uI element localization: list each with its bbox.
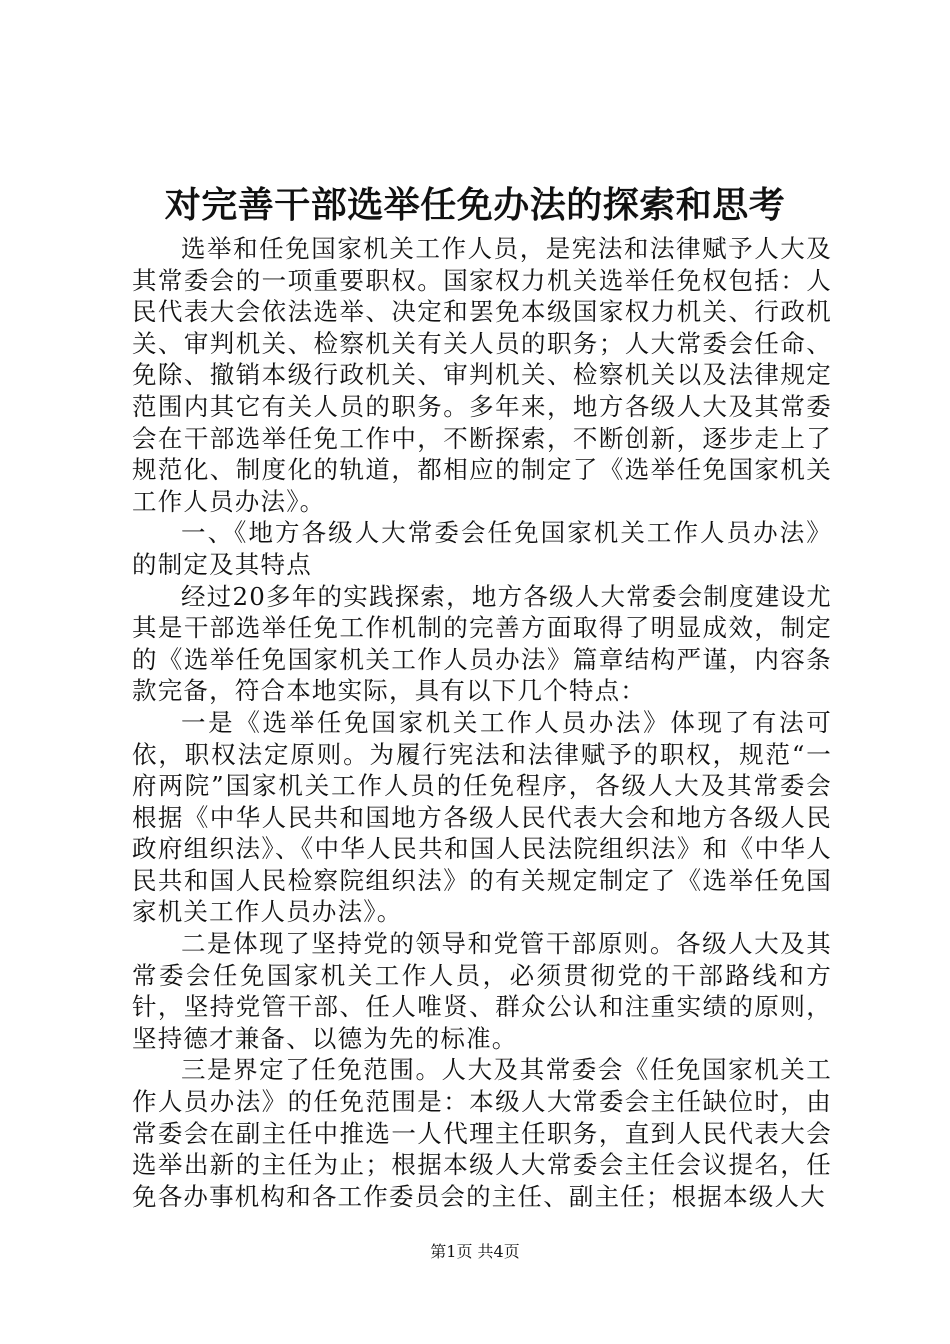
section-heading-1: 一、《地方各级人大常委会任免国家机关工作人员办法》的制定及其特点 bbox=[132, 518, 832, 579]
document-title: 对完善干部选举任免办法的探索和思考 bbox=[164, 184, 786, 226]
document-body bbox=[132, 233, 832, 1212]
page-number-footer: 第1页 共4页 bbox=[430, 1242, 520, 1261]
paragraph-point-1: 一是《选举任免国家机关工作人员办法》体现了有法可依，职权法定原则。为履行宪法和法律赋予的职权，规范“一府两院”国家机关工作人员的任免程序，各级人大及其常委会根据《中华人民共和国地方各级人民代表大会和地方各级人民政府组织法》、《中华人民共和国人民法院组织法》和《中华人民共和国人民检察院组织法》的有关规定制定了《选举任免国家机关工作人员办法》。 bbox=[132, 707, 832, 927]
paragraph-point-2: 二是体现了坚持党的领导和党管干部原则。各级人大及其常委会任免国家机关工作人员，必须贯彻党的干部路线和方针，坚持党管干部、任人唯贤、群众公认和注重实绩的原则，坚持德才兼备、以德为先的标准。 bbox=[132, 929, 832, 1053]
paragraph-point-3: 三是界定了任免范围。人大及其常委会《任免国家机关工作人员办法》的任免范围是：本级人大常委会主任缺位时，由常委会在副主任中推选一人代理主任职务，直到人民代表大会选举出新的主任为止；根据本级人大常委会主任会议提名，任免各办事机构和各工作委员会的主任、副主任；根据本级人大 bbox=[132, 1055, 832, 1211]
paragraph-practice: 经过20多年的实践探索，地方各级人大常委会制度建设尤其是干部选举任免工作机制的完善方面取得了明显成效，制定的《选举任免国家机关工作人员办法》篇章结构严谨，内容条款完备，符合本地实际，具有以下几个特点： bbox=[132, 581, 832, 706]
paragraph-intro: 选举和任免国家机关工作人员，是宪法和法律赋予人大及其常委会的一项重要职权。国家权力机关选举任免权包括：人民代表大会依法选举、决定和罢免本级国家权力机关、行政机关、审判机关、检察机关有关人员的职务；人大常委会任命、免除、撤销本级行政机关、审判机关、检察机关以及法律规定范围内其它有关人员的职务。多年来，地方各级人大及其常委会在干部选举任免工作中，不断探索，不断创新，逐步走上了规范化、制度化的轨道，都相应的制定了《选举任免国家机关工作人员办法》。 bbox=[132, 234, 832, 516]
